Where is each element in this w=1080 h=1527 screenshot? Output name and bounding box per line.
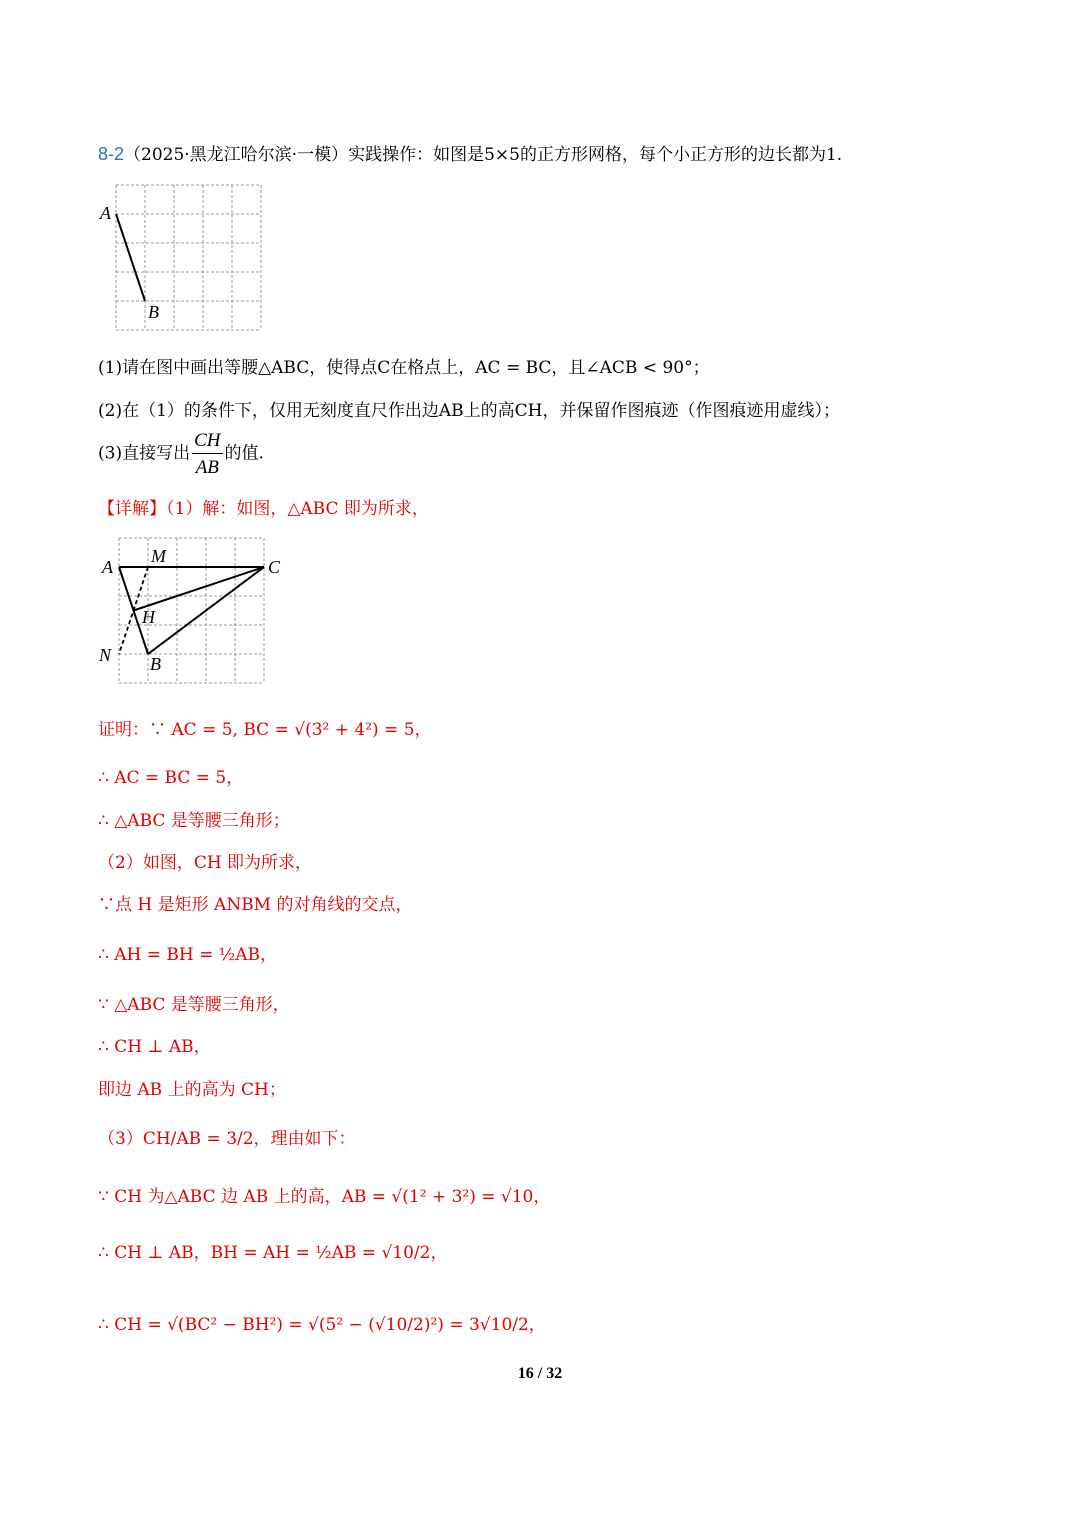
point-b-label: B xyxy=(150,654,161,674)
point-h-label: H xyxy=(142,607,155,627)
segment-ch xyxy=(134,567,265,611)
q3-fraction: $\frac{CH}{AB}$ xyxy=(194,430,221,478)
solution-part2: （2）如图，CH 即为所求， xyxy=(98,853,313,873)
segment-ab xyxy=(116,214,145,301)
solution-header: 【详解】 xyxy=(98,499,166,519)
proof-line-1: 证明：∵ AC = 5, BC = √(3² + 4²) = 5， xyxy=(98,720,432,740)
solution-2b: ∴ AH = BH = ½AB， xyxy=(98,945,277,965)
point-m-label: M xyxy=(151,546,166,566)
solution-2c: ∵ △ABC 是等腰三角形， xyxy=(98,995,290,1015)
solution-3a: ∵ CH 为△ABC 边 AB 上的高，AB = √(1² + 3²) = √10， xyxy=(98,1187,551,1207)
figure-2-solution xyxy=(96,530,296,690)
solution-2a: ∵点 H 是矩形 ANBM 的对角线的交点， xyxy=(98,895,413,915)
proof-line-2: ∴ AC = BC = 5， xyxy=(98,768,244,788)
question-2: (2)在（1）的条件下，仅用无刻度直尺作出边AB上的高CH，并保留作图痕迹（作图痕迹用虚线）； xyxy=(98,401,840,421)
problem-header xyxy=(98,140,842,165)
solution-3c: ∴ CH = √(BC² − BH²) = √(5² − (√10/2)²) = 3√10/2， xyxy=(98,1315,546,1335)
point-a-label: A xyxy=(102,557,113,577)
point-n-label: N xyxy=(99,645,112,665)
page-number: 16 / 32 xyxy=(517,1365,563,1382)
figure-1-grid xyxy=(96,180,276,340)
problem-source: （2025·黑龙江哈尔滨·一模） xyxy=(124,145,349,165)
solution-2e: 即边 AB 上的高为 CH； xyxy=(98,1080,286,1100)
point-b-label: B xyxy=(148,302,159,322)
solution-3b: ∴ CH ⊥ AB，BH = AH = ½AB = √10/2， xyxy=(98,1243,448,1263)
question-3: (3)直接写出 $\frac{CH}{AB}$ 的值. xyxy=(98,430,264,478)
solution-part3: （3）CH/AB = 3/2，理由如下： xyxy=(98,1129,356,1149)
solution-2d: ∴ CH ⊥ AB， xyxy=(98,1037,211,1057)
proof-line-3: ∴ △ABC 是等腰三角形； xyxy=(98,811,290,831)
point-a-label: A xyxy=(100,203,111,223)
question-1: (1)请在图中画出等腰△ABC，使得点C在格点上，AC = BC，且∠ACB < 90°； xyxy=(98,358,710,378)
solution-part1: 【详解】（1）解：如图，△ABC 即为所求， xyxy=(98,499,429,519)
point-c-label: C xyxy=(268,557,281,577)
problem-number: 8-2 xyxy=(98,144,125,164)
problem-stem: 实践操作：如图是5×5的正方形网格，每个小正方形的边长都为1. xyxy=(348,145,843,165)
